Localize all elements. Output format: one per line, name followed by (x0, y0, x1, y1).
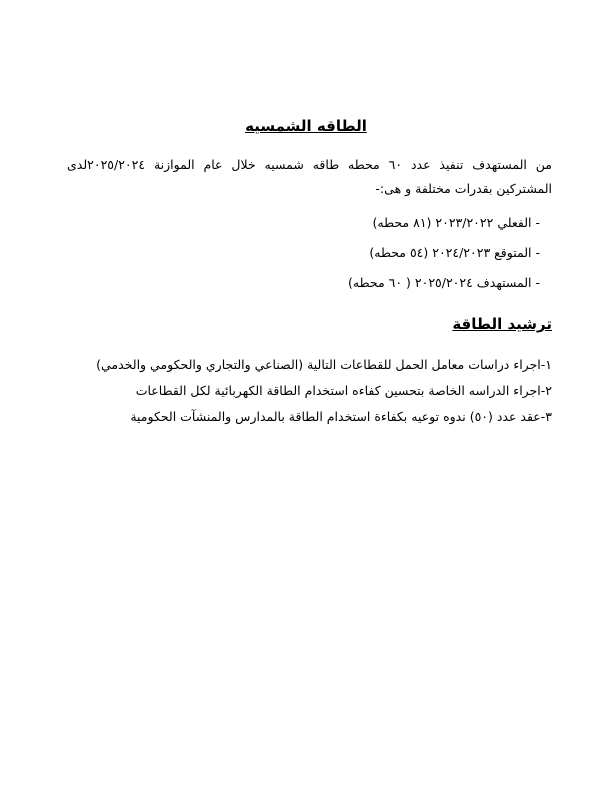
energy-rationalization-heading: ترشيد الطاقة (452, 315, 552, 333)
rationalization-item-efficiency-study: ٢-اجراء الدراسه الخاصة بتحسين كفاءه استخدام الطاقة الكهربائية لكل القطاعات (135, 383, 552, 398)
rationalization-list (58, 353, 552, 431)
solar-item-target: - المستهدف ٢٠٢٥/٢٠٢٤ ( ٦٠ محطه) (348, 275, 540, 290)
solar-item-expected: - المتوقع ٢٠٢٤/٢٠٢٣ (٥٤ محطه) (369, 245, 540, 260)
solar-energy-heading: الطاقه الشمسيه (245, 117, 367, 135)
solar-item-actual: - الفعلي ٢٠٢٣/٢٠٢٢ (٨١ محطه) (372, 215, 540, 230)
rationalization-item-load-study: ١-اجراء دراسات معامل الحمل للقطاعات التالية (الصناعي والتجاري والحكومي والخدمي) (96, 357, 552, 372)
rationalization-item-awareness-seminars: ٣-عقد عدد (٥٠) ندوه توعيه بكفاءة استخدام الطاقة بالمدارس والمنشآت الحكومية (130, 409, 552, 424)
solar-stations-list (348, 209, 540, 299)
solar-intro-paragraph: من المستهدف تنفيذ عدد ٦٠ محطه طاقه شمسيه خلال عام الموازنة ٢٠٢٥/٢٠٢٤لدى المشتركين بقدرات مختلفة و هى:- (67, 157, 552, 196)
